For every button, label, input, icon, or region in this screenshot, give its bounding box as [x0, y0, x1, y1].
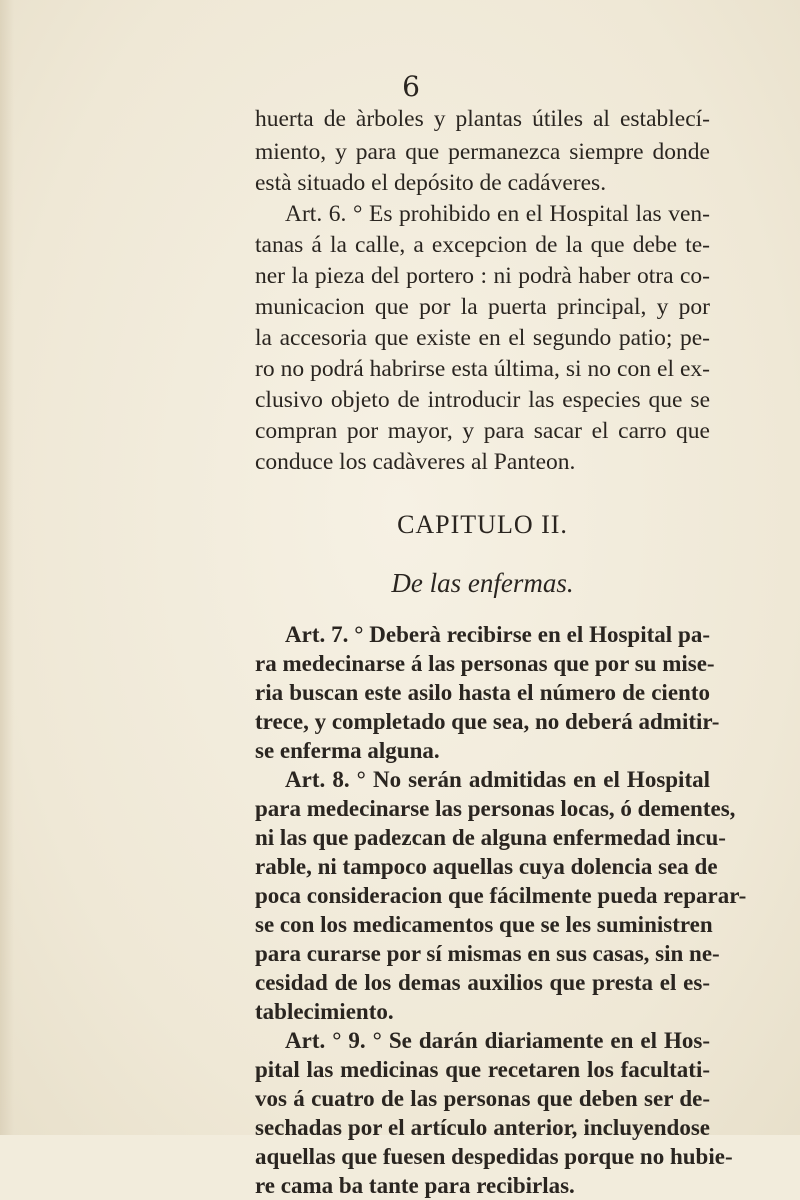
text-line: poca consideracion que fácilmente pueda reparar- [255, 883, 747, 908]
text-line: se con los medicamentos que se les suministren [255, 912, 713, 937]
text-line: està situado el depósito de cadáveres. [255, 170, 607, 196]
chapter-title: CAPITULO II. [397, 510, 568, 539]
text-line: Art. 7. ° Deberà recibirse en el Hospital pa- [285, 622, 710, 647]
text-line: sechadas por el artículo anterior, incluyendose [255, 1115, 710, 1140]
text-line: tanas á la calle, a excepcion de la que debe te- [255, 232, 710, 258]
text-line: municacion que por la puerta principal, y por [255, 294, 710, 320]
text-line: para medecinarse las personas locas, ó dementes, [255, 796, 736, 821]
text-line: miento, y para que permanezca siempre donde [255, 139, 710, 165]
text-line: ner la pieza del portero : ni podrà haber otra co- [255, 263, 710, 289]
text-line: cesidad de los demas auxilios que presta el es- [255, 970, 710, 995]
text-line: pital las medicinas que recetaren los facultati- [255, 1057, 710, 1082]
text-line: compran por mayor, y para sacar el carro que [255, 418, 710, 444]
text-line: trece, y completado que sea, no deberá admitir- [255, 709, 720, 734]
text-line: conduce los cadàveres al Panteon. [255, 449, 576, 475]
text-line: clusivo objeto de introducir las especies que se [255, 387, 710, 413]
page-number: 6 [402, 70, 420, 103]
text-line: Art. ° 9. ° Se darán diariamente en el Hos- [285, 1028, 710, 1053]
text-line: ro no podrá habrirse esta última, si no con el ex- [255, 356, 710, 382]
page-edge-shadow [0, 0, 14, 1135]
text-line: ra medecinarse á las personas que por su mise- [255, 651, 715, 676]
text-line: tablecimiento. [255, 999, 394, 1024]
text-line: Art. 6. ° Es prohibido en el Hospital las ven- [285, 201, 710, 227]
text-line: aquellas que fuesen despedidas porque no hubie- [255, 1144, 733, 1169]
text-line: Art. 8. ° No serán admitidas en el Hospital [285, 767, 710, 792]
text-line: rable, ni tampoco aquellas cuya dolencia sea de [255, 854, 718, 879]
text-line: ria buscan este asilo hasta el número de ciento [255, 680, 710, 705]
text-line: se enferma alguna. [255, 738, 440, 763]
chapter-subtitle: De las enfermas. [391, 568, 574, 598]
text-line: re cama ba tante para recibirlas. [255, 1173, 575, 1198]
text-line: para curarse por sí mismas en sus casas, sin ne- [255, 941, 720, 966]
text-line: vos á cuatro de las personas que deben ser de- [255, 1086, 710, 1111]
text-line: la accesoria que existe en el segundo patio; pe- [255, 325, 710, 351]
text-line: ni las que padezcan de alguna enfermedad incu- [255, 825, 726, 850]
text-line: huerta de àrboles y plantas útiles al establecí- [255, 106, 710, 132]
